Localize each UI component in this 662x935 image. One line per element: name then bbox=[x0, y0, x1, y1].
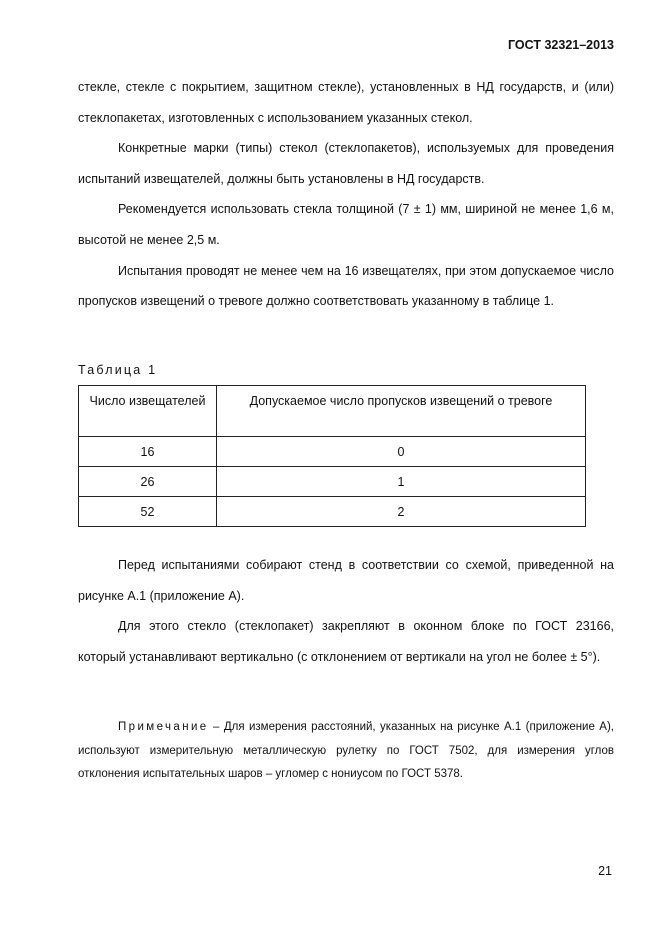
table-row bbox=[79, 437, 586, 467]
note-label: Примечание bbox=[118, 721, 209, 733]
document-code: ГОСТ 32321–2013 bbox=[508, 38, 614, 52]
body-text-bottom bbox=[78, 550, 614, 672]
paragraph: Конкретные марки (типы) стекол (стеклопакетов), используемых для проведения испытаний извещателей, должны быть установлены в НД государств. bbox=[78, 141, 614, 186]
table-cell: 1 bbox=[217, 467, 586, 497]
table-cell: 52 bbox=[79, 497, 217, 527]
note bbox=[78, 716, 614, 787]
page-number: 21 bbox=[598, 864, 612, 878]
table-caption: Таблица 1 bbox=[78, 363, 158, 377]
column-header: Число извещателей bbox=[79, 386, 217, 437]
table-cell: 16 bbox=[79, 437, 217, 467]
paragraph: стекле, стекле с покрытием, защитном стекле), установленных в НД государств, и (или) стеклопакетах, изготовленных с использованием указанных стекол. bbox=[78, 80, 614, 125]
table-row bbox=[79, 497, 586, 527]
data-table bbox=[78, 385, 586, 527]
note-paragraph bbox=[78, 716, 614, 787]
table-cell: 26 bbox=[79, 467, 217, 497]
paragraph: Испытания проводят не менее чем на 16 извещателях, при этом допускаемое число пропусков извещений о тревоге должно соответствовать указанному в таблице 1. bbox=[78, 263, 614, 309]
table-header-row bbox=[79, 386, 586, 437]
paragraph: Рекомендуется использовать стекла толщиной (7 ± 1) мм, шириной не менее 1,6 м, высотой не менее 2,5 м. bbox=[78, 202, 614, 247]
table-cell: 2 bbox=[217, 497, 586, 527]
note-text: – Для измерения расстояний, указанных на рисунке А.1 (приложение А), используют измерительную металлическую рулетку по ГОСТ 7502, для измерения углов отклонения испытательных шаров – угломер с нониусом по ГОСТ 5378. bbox=[78, 721, 614, 780]
body-text-top bbox=[78, 72, 614, 317]
paragraph: Для этого стекло (стеклопакет) закрепляют в оконном блоке по ГОСТ 23166, который устанавливают вертикально (с отклонением от вертикали на угол не более ± 5°). bbox=[78, 619, 614, 664]
paragraph: Перед испытаниями собирают стенд в соответствии со схемой, приведенной на рисунке А.1 (приложение А). bbox=[78, 558, 614, 603]
table-row bbox=[79, 467, 586, 497]
column-header: Допускаемое число пропусков извещений о тревоге bbox=[217, 386, 586, 437]
table-cell: 0 bbox=[217, 437, 586, 467]
